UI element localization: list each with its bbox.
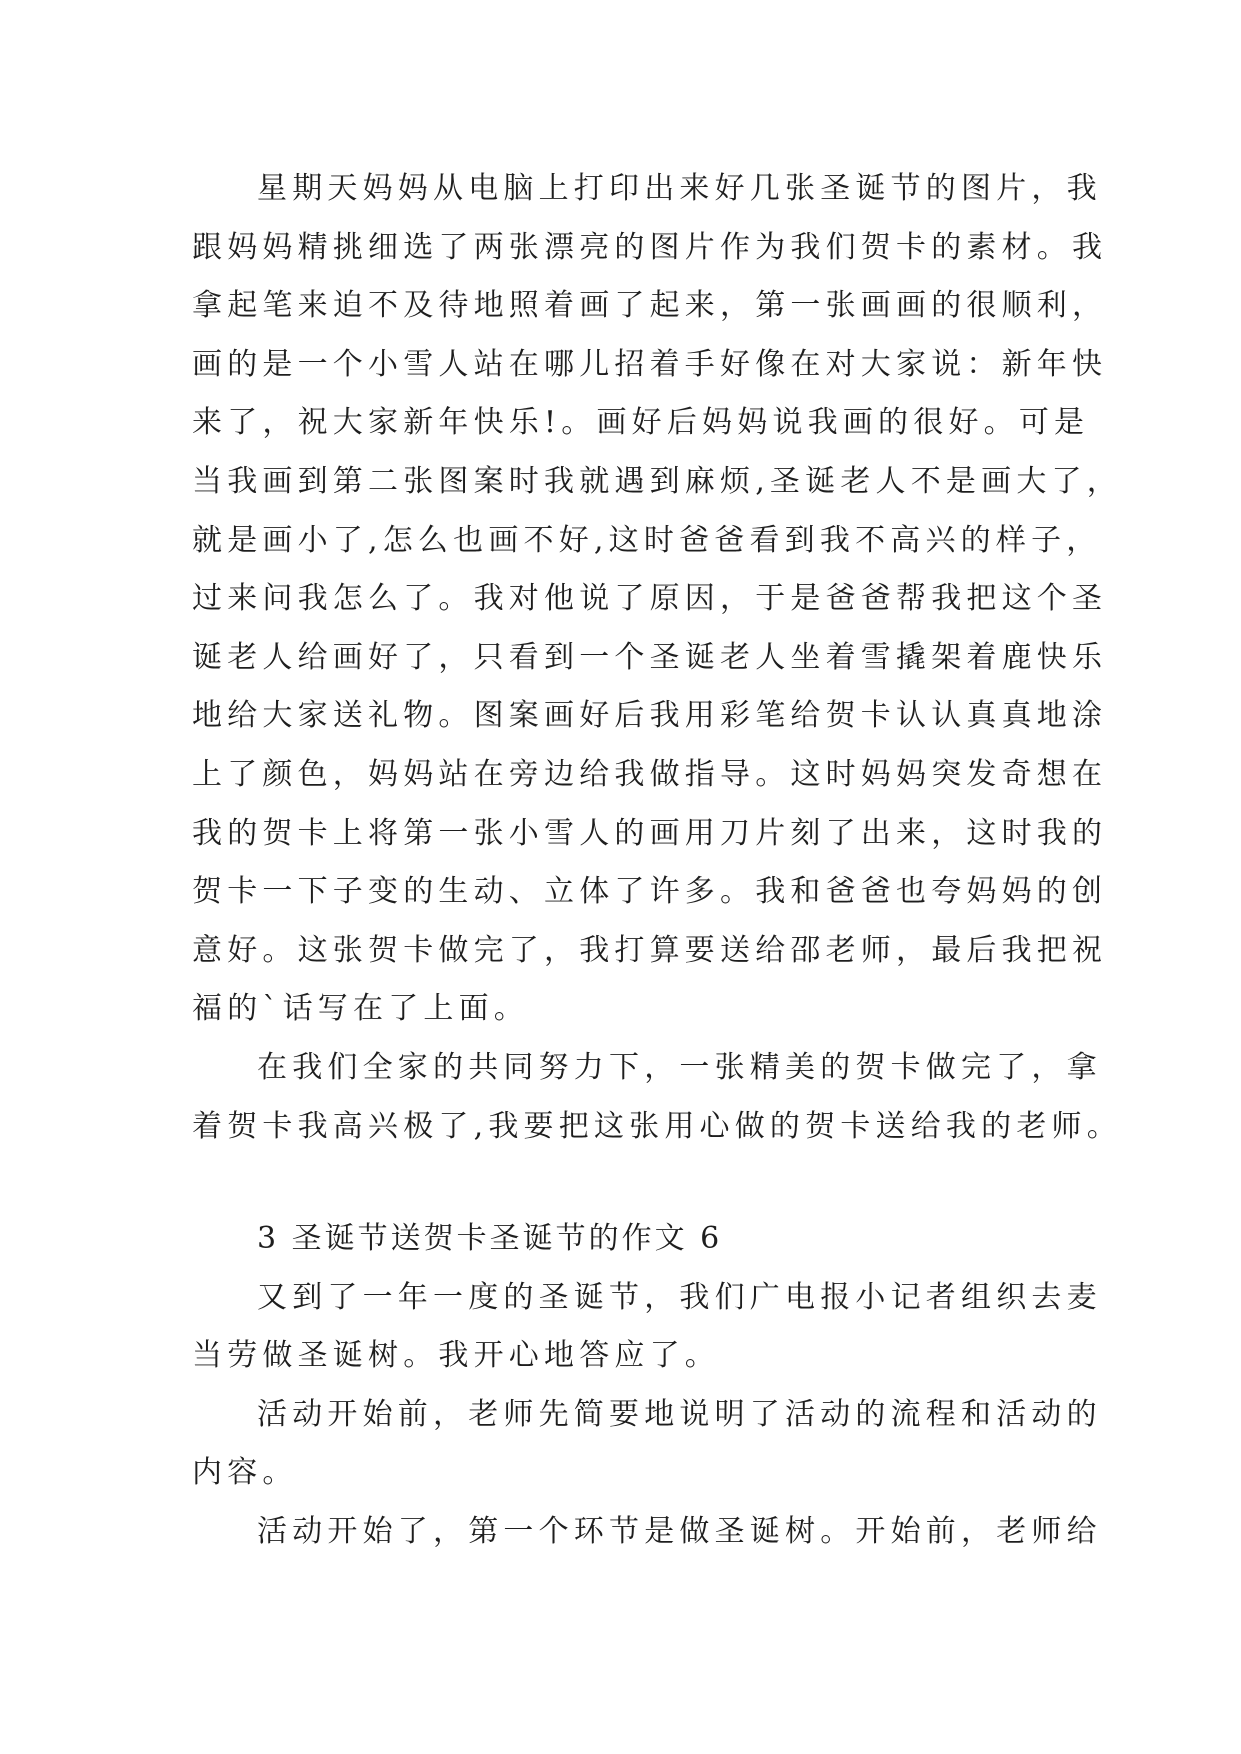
text-line: 活动开始了，第一个环节是做圣诞树。开始前，老师给 xyxy=(257,1514,1102,1550)
paragraph-3 xyxy=(192,1269,1102,1386)
text-line: 当我画到第二张图案时我就遇到麻烦,圣诞老人不是画大了， xyxy=(192,463,1122,499)
text-line: 画的是一个小雪人站在哪儿招着手好像在对大家说：新年快 xyxy=(192,346,1108,382)
text-line: 福的`话写在了上面。 xyxy=(192,991,529,1027)
text-line: 就是画小了,怎么也画不好,这时爸爸看到我不高兴的样子， xyxy=(192,522,1102,558)
text-line: 内容。 xyxy=(192,1455,298,1491)
text-line: 地给大家送礼物。图案画好后我用彩笔给贺卡认认真真地涂 xyxy=(192,698,1108,734)
text-line: 着贺卡我高兴极了,我要把这张用心做的贺卡送给我的老师。 xyxy=(192,1108,1122,1144)
paragraph-4 xyxy=(192,1386,1102,1503)
text-line: 来了，祝大家新年快乐!。画好后妈妈说我画的很好。可是 xyxy=(192,405,1090,441)
text-line: 在我们全家的共同努力下，一张精美的贺卡做完了，拿 xyxy=(257,1049,1102,1085)
document-body xyxy=(192,160,1122,1562)
text-line: 意好。这张贺卡做完了，我打算要送给邵老师，最后我把祝 xyxy=(192,932,1108,968)
text-line: 跟妈妈精挑细选了两张漂亮的图片作为我们贺卡的素材。我 xyxy=(192,229,1108,265)
text-line: 拿起笔来迫不及待地照着画了起来，第一张画画的很顺利， xyxy=(192,288,1108,324)
paragraph-1 xyxy=(192,160,1122,1039)
text-line: 诞老人给画好了，只看到一个圣诞老人坐着雪撬架着鹿快乐 xyxy=(192,639,1108,675)
text-line: 过来问我怎么了。我对他说了原因，于是爸爸帮我把这个圣 xyxy=(192,581,1108,617)
section-spacer xyxy=(192,1156,1064,1210)
paragraph-5 xyxy=(192,1503,1102,1562)
section-heading: 3 圣诞节送贺卡圣诞节的作文 6 xyxy=(257,1221,723,1257)
text-line: 当劳做圣诞树。我开心地答应了。 xyxy=(192,1338,720,1374)
text-line: 上了颜色，妈妈站在旁边给我做指导。这时妈妈突发奇想在 xyxy=(192,756,1108,792)
text-line: 活动开始前，老师先简要地说明了活动的流程和活动的 xyxy=(257,1396,1102,1432)
paragraph-2 xyxy=(192,1039,1122,1156)
text-line: 我的贺卡上将第一张小雪人的画用刀片刻了出来，这时我的 xyxy=(192,815,1108,851)
text-line: 星期天妈妈从电脑上打印出来好几张圣诞节的图片，我 xyxy=(257,171,1102,206)
text-line: 贺卡一下子变的生动、立体了许多。我和爸爸也夸妈妈的创 xyxy=(192,874,1108,910)
text-line: 又到了一年一度的圣诞节，我们广电报小记者组织去麦 xyxy=(257,1279,1102,1315)
